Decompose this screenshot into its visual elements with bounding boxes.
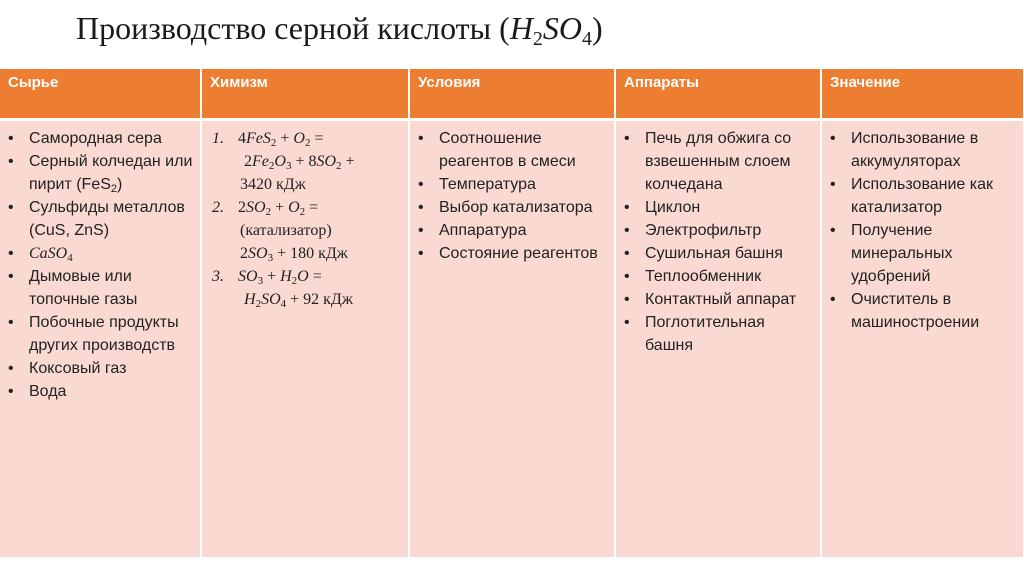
list-item: • Очиститель в машиностроении <box>826 288 1019 334</box>
conditions-cell <box>409 120 615 558</box>
header-meaning: Значение <box>821 69 1024 120</box>
list-item: • Побочные продукты других производств <box>4 311 196 357</box>
list-item: • Самородная сера <box>4 127 196 150</box>
list-item: • Поглотительная башня <box>620 311 816 357</box>
reaction-2: 2. $2SO_2 + O_2$ = (катализатор) $2SO_3 + 180$ кДж <box>212 199 348 264</box>
header-chem: Химизм <box>201 69 409 120</box>
list-item: • CaSO$_4$ <box>4 242 196 265</box>
list-item: • Сульфиды металлов (CuS, ZnS) <box>4 196 196 242</box>
list-item: • Сушильная башня <box>620 242 816 265</box>
list-item: • Использование в аккумуляторах <box>826 127 1019 173</box>
list-item: • Выбор катализатора <box>414 196 610 219</box>
header-conditions: Условия <box>409 69 615 120</box>
apparatus-list <box>620 127 816 357</box>
list-item: • Получение минеральных удобрений <box>826 219 1019 288</box>
apparatus-cell <box>615 120 821 558</box>
reaction-list <box>206 127 404 311</box>
header-raw: Сырье <box>0 69 201 120</box>
list-item: • Контактный аппарат <box>620 288 816 311</box>
slide-title: Производство серной кислоты $(H_2SO_4)$ <box>76 10 603 50</box>
meaning-list <box>826 127 1019 334</box>
reaction-1: 1. $4FeS_2 + O_2$ = $2Fe_2O_3 + 8SO_2$ + 3420 кДж <box>212 130 355 193</box>
content-row <box>0 120 1024 558</box>
header-row <box>0 69 1024 120</box>
meaning-cell <box>821 120 1024 558</box>
list-item: • Электрофильтр <box>620 219 816 242</box>
list-item: • Температура <box>414 173 610 196</box>
raw-cell <box>0 120 201 558</box>
list-item: • Дымовые или топочные газы <box>4 265 196 311</box>
raw-list <box>4 127 196 403</box>
list-item: • Печь для обжига со взвешенным слоем колчедана <box>620 127 816 196</box>
list-item: • Циклон <box>620 196 816 219</box>
header-apparatus: Аппараты <box>615 69 821 120</box>
list-item: • Вода <box>4 380 196 403</box>
chem-cell <box>201 120 409 558</box>
list-item: • Теплообменник <box>620 265 816 288</box>
reaction-3: 3. $SO_3 + H_2O$ = $H_2SO_4 + 92$ кДж <box>212 268 353 310</box>
list-item: • Аппаратура <box>414 219 610 242</box>
list-item: • Соотношение реагентов в смеси <box>414 127 610 173</box>
list-item: • Состояние реагентов <box>414 242 610 265</box>
list-item: • Коксовый газ <box>4 357 196 380</box>
conditions-list <box>414 127 610 265</box>
list-item: • Серный колчедан или пирит (FeS$_2$) <box>4 150 196 196</box>
production-table <box>0 69 1024 557</box>
list-item: • Использование как катализатор <box>826 173 1019 219</box>
